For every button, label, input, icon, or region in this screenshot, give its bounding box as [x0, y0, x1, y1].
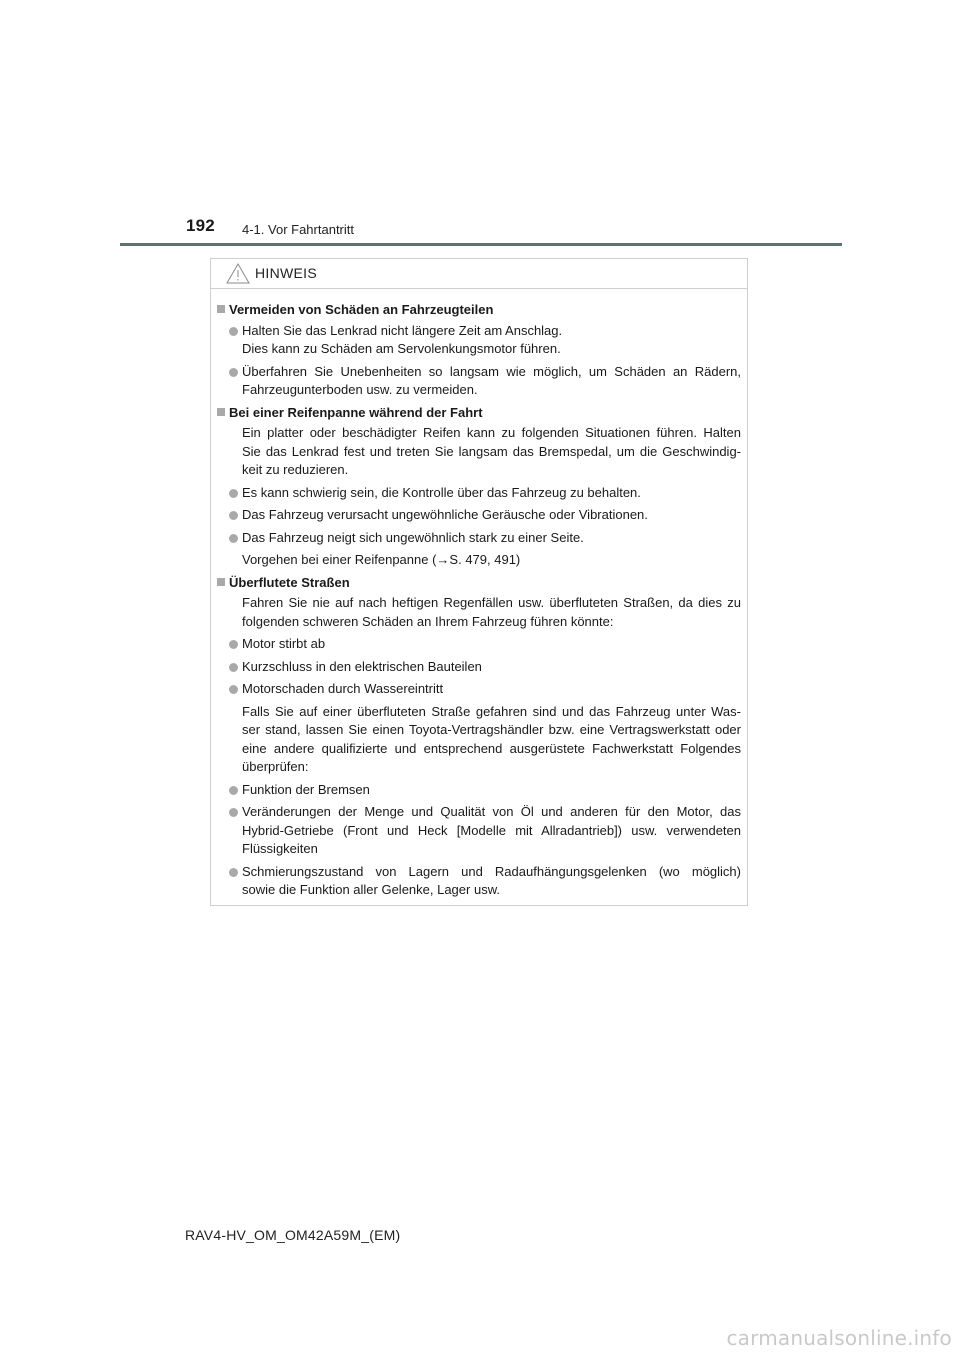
list-item-text: Funktion der Bremsen [242, 781, 370, 797]
paragraph-line: folgenden schweren Schäden an Ihrem Fahrzeug führen könnte: [242, 613, 614, 629]
round-bullet-icon [229, 327, 238, 336]
list-item [217, 658, 741, 677]
square-bullet-icon [217, 408, 225, 416]
list-item-line: Überfahren Sie Unebenheiten so langsam wie möglich, um Schäden an Rädern, [242, 363, 741, 379]
header-rule [120, 243, 842, 246]
list-item [217, 322, 741, 359]
list-item-line: Dies kann zu Schäden am Servolenkungsmotor führen. [242, 341, 561, 356]
list-item [217, 506, 741, 525]
round-bullet-icon [229, 489, 238, 498]
list-item [217, 781, 741, 800]
paragraph [217, 703, 741, 777]
list-item-line: Hybrid-Getriebe (Front und Heck [Modelle mit Allradantrieb]) usw. verwendeten [242, 822, 741, 838]
notice-title: HINWEIS [255, 265, 317, 281]
paragraph-line: Falls Sie auf einer überfluteten Straße gefahren sind und das Fahrzeug unter Was- [242, 703, 741, 719]
list-item [217, 484, 741, 503]
list-item-line: Halten Sie das Lenkrad nicht längere Zeit am Anschlag. [242, 322, 563, 338]
footer-doc-code: RAV4-HV_OM_OM42A59M_(EM) [185, 1227, 401, 1243]
notice-header [211, 259, 747, 289]
paragraph-line: überprüfen: [242, 759, 309, 774]
list-item [217, 635, 741, 654]
round-bullet-icon [229, 868, 238, 877]
round-bullet-icon [229, 685, 238, 694]
paragraph-line: keit zu reduzieren. [242, 462, 349, 477]
paragraph-line: eine andere qualifizierte und entsprechend ausgerüstete Fachwerkstatt Folgendes [242, 740, 741, 756]
section-heading-parts-damage [217, 301, 741, 320]
list-item-text: Motor stirbt ab [242, 636, 326, 651]
section-heading-text: Überflutete Straßen [229, 574, 350, 590]
section-title: 4-1. Vor Fahrtantritt [242, 222, 354, 237]
list-item [217, 803, 741, 859]
list-item-line: Schmierungszustand von Lagern und Radaufhängungsgelenken (wo möglich) [242, 863, 741, 879]
list-item [217, 529, 741, 548]
paragraph-line: ser stand, lassen Sie einen Toyota-Vertragshändler bzw. eine Vertragswerkstatt oder [242, 722, 741, 737]
section-heading-text: Bei einer Reifenpanne während der Fahrt [229, 404, 483, 420]
round-bullet-icon [229, 786, 238, 795]
section-heading-flat-tire [217, 404, 741, 423]
paragraph-line: Fahren Sie nie auf nach heftigen Regenfällen usw. überfluteten Straßen, da dies zu [242, 595, 741, 610]
round-bullet-icon [229, 808, 238, 817]
list-item-line: Fahrzeugunterboden usw. zu vermeiden. [242, 382, 478, 397]
square-bullet-icon [217, 578, 225, 586]
list-item [217, 863, 741, 900]
section-heading-text: Vermeiden von Schäden an Fahrzeugteilen [229, 302, 494, 317]
warning-triangle-icon [225, 262, 251, 285]
list-item-line: sowie die Funktion aller Gelenke, Lager usw. [242, 882, 500, 897]
notice-body [211, 289, 747, 900]
page-reference: Vorgehen bei einer Reifenpanne (→S. 479, 491) [242, 552, 521, 567]
list-item-text: Das Fahrzeug neigt sich ungewöhnlich stark zu einer Seite. [242, 529, 584, 545]
paragraph-line: Sie das Lenkrad fest und treten Sie langsam das Bremspedal, um die Geschwindig- [242, 443, 741, 459]
round-bullet-icon [229, 534, 238, 543]
round-bullet-icon [229, 368, 238, 377]
square-bullet-icon [217, 305, 225, 313]
paragraph [217, 424, 741, 480]
list-item-line: Flüssigkeiten [242, 841, 318, 856]
list-item [217, 680, 741, 699]
list-item-text: Es kann schwierig sein, die Kontrolle über das Fahrzeug zu behalten. [242, 484, 641, 500]
watermark: carmanualsonline.info [726, 1326, 952, 1350]
paragraph-line: Ein platter oder beschädigter Reifen kann zu folgenden Situationen führen. Halten [242, 425, 741, 440]
section-heading-flooded-roads [217, 574, 741, 593]
list-item-text: Motorschaden durch Wassereintritt [242, 681, 444, 696]
list-item [217, 363, 741, 400]
round-bullet-icon [229, 511, 238, 520]
notice-box [210, 258, 748, 906]
list-item-text: Das Fahrzeug verursacht ungewöhnliche Geräusche oder Vibrationen. [242, 507, 648, 522]
paragraph [217, 594, 741, 631]
list-item-text: Kurzschluss in den elektrischen Bauteilen [242, 658, 482, 674]
round-bullet-icon [229, 640, 238, 649]
page-number: 192 [186, 216, 215, 235]
list-item-line: Veränderungen der Menge und Qualität von Öl und anderen für den Motor, das [242, 804, 741, 819]
round-bullet-icon [229, 663, 238, 672]
